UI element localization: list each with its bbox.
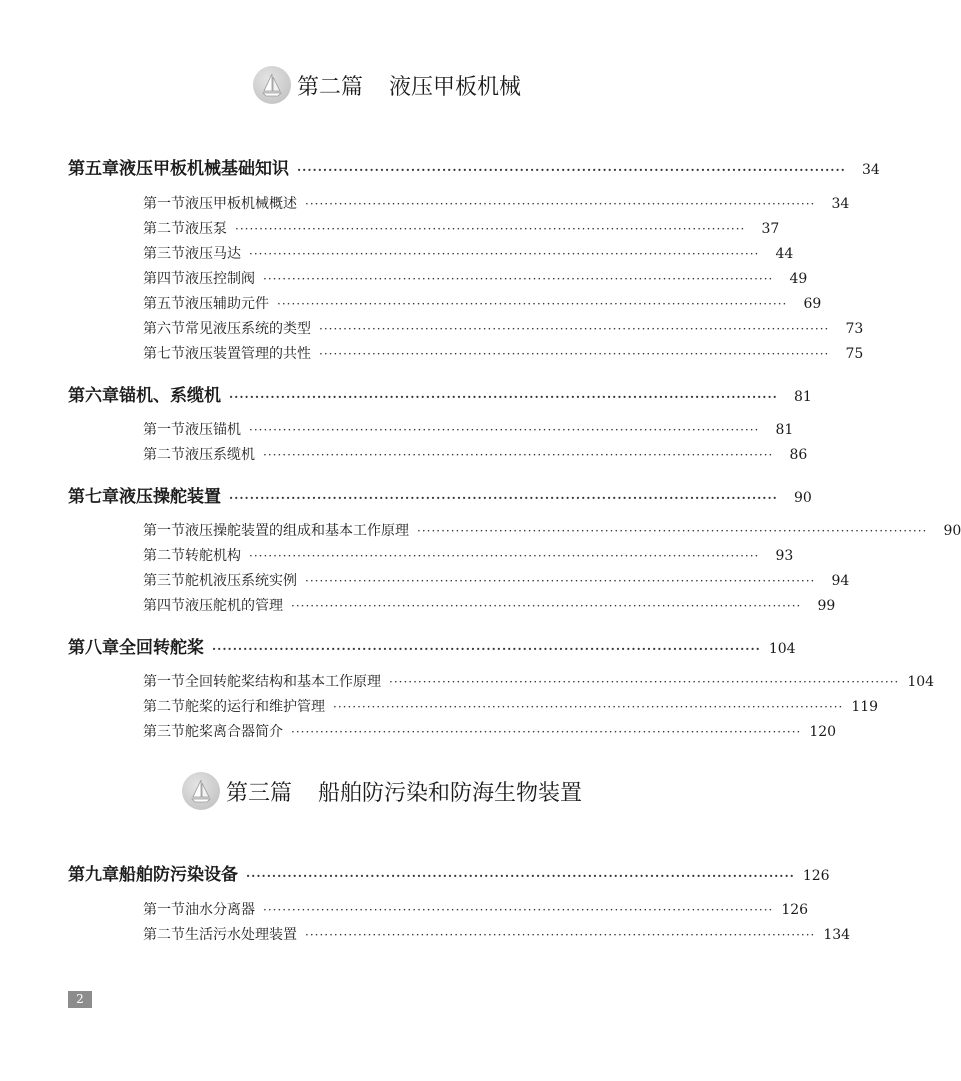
toc-section[interactable]: 第二节 液压系缆机 ·········································································································· 86 [143,447,808,463]
part-title: 第二篇 液压甲板机械 [297,74,522,100]
toc-chapter-8[interactable]: 第八章 全回转舵桨 ·········································································································· 104 [68,638,796,658]
toc-section[interactable]: 第三节 液压马达 ·········································································································· 44 [143,246,794,262]
sailboat-icon [253,66,291,104]
toc-chapter-5[interactable]: 第五章 液压甲板机械基础知识 ·········································································································· 34 [68,159,880,179]
toc-section[interactable]: 第六节 常见液压系统的类型 ·········································································································· 73 [143,321,864,337]
toc-section[interactable]: 第三节 舵桨离合器简介 ·········································································································· 120 [143,724,837,740]
toc-section[interactable]: 第一节 液压甲板机械概述 ·········································································································· 34 [143,196,850,212]
toc-section[interactable]: 第二节 生活污水处理装置 ·········································································································· 134 [143,927,851,943]
toc-section[interactable]: 第一节 液压操舵装置的组成和基本工作原理 ·········································································································· 90 [143,523,961,539]
sailboat-icon [182,772,220,810]
toc-section[interactable]: 第二节 舵桨的运行和维护管理 ·········································································································· 119 [143,699,879,715]
part-heading [182,772,582,810]
toc-section[interactable]: 第四节 液压舵机的管理 ·········································································································· 99 [143,598,836,614]
toc-section[interactable]: 第三节 舵机液压系统实例 ·········································································································· 94 [143,573,850,589]
toc-section[interactable]: 第一节 液压锚机 ·········································································································· 81 [143,422,794,438]
toc-section[interactable]: 第一节 全回转舵桨结构和基本工作原理 ·········································································································· 104 [143,674,935,690]
toc-section[interactable]: 第一节 油水分离器 ·········································································································· 126 [143,902,809,918]
part-heading [253,66,521,104]
toc-section[interactable]: 第五节 液压辅助元件 ·········································································································· 69 [143,296,822,312]
page-number: 2 [68,991,92,1008]
toc-chapter-7[interactable]: 第七章 液压操舵装置 ·········································································································· 90 [68,487,812,507]
toc-section[interactable]: 第二节 转舵机构 ·········································································································· 93 [143,548,794,564]
toc-chapter-9[interactable]: 第九章 船舶防污染设备 ·········································································································· 126 [68,865,830,885]
toc-section[interactable]: 第二节 液压泵 ·········································································································· 37 [143,221,780,237]
toc-section[interactable]: 第四节 液压控制阀 ·········································································································· 49 [143,271,808,287]
toc-section[interactable]: 第七节 液压装置管理的共性 ·········································································································· 75 [143,346,864,362]
toc-chapter-6[interactable]: 第六章 锚机、系缆机 ·········································································································· 81 [68,386,812,406]
part-title: 第三篇 船舶防污染和防海生物装置 [226,780,583,806]
